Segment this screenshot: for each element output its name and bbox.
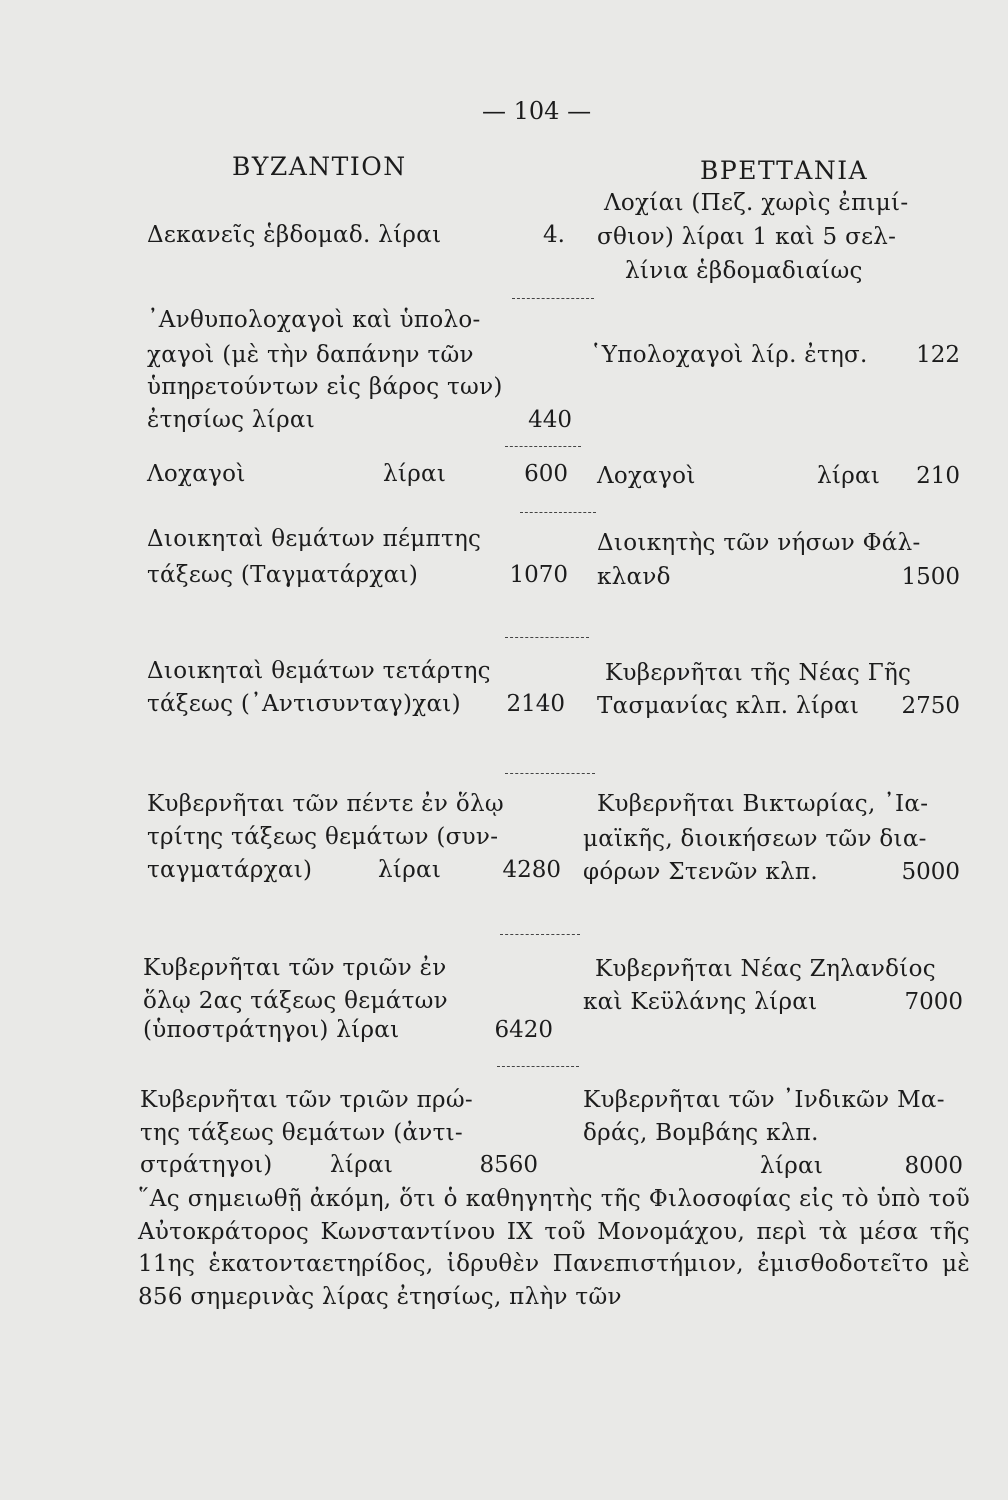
left-entry-4-value: 1070 [509, 562, 568, 588]
right-entry-3-unit: λίραι [817, 463, 881, 489]
left-entry-3-unit: λίραι [383, 461, 447, 487]
right-entry-6-line-2: μαϊκῆς, διοικήσεων τῶν δια- [583, 826, 927, 852]
right-entry-3-label: Λοχαγοὶ [597, 463, 696, 489]
left-entry-7-line-1: Κυβερνῆται τῶν τριῶν ἐν [143, 955, 447, 981]
right-entry-2-value: 122 [916, 342, 960, 368]
right-entry-4-value: 1500 [901, 564, 960, 590]
right-entry-5-line-2: Τασμανίας κλπ. λίραι [597, 693, 860, 719]
left-entry-4-line-1: Διοικηταὶ θεμάτων πέμπτης [147, 526, 482, 552]
left-entry-2-value: 440 [528, 407, 572, 433]
right-entry-4-line-2: κλανδ [597, 564, 671, 590]
separator [505, 446, 581, 447]
right-entry-2-label: ῾Υπολοχαγοὶ λίρ. ἐτησ. [590, 342, 868, 368]
left-entry-8-line-2: της τάξεως θεμάτων (ἀντι- [140, 1120, 463, 1146]
left-entry-6-value: 4280 [502, 857, 561, 883]
page-number: — 104 — [482, 97, 592, 125]
left-entry-5-line-1: Διοικηταὶ θεμάτων τετάρτης [147, 658, 491, 684]
left-entry-1-value: 4. [543, 222, 565, 248]
closing-paragraph: ῞Ας σημειωθῇ ἀκόμη, ὅτι ὁ καθηγητὴς τῆς Φιλοσοφίας εἰς τὸ ὑπὸ τοῦ Αὐτοκράτορος Κωνσταντίνου ΙΧ τοῦ Μονομάχου, περὶ τὰ μέσα τῆς 11ης ἑκατονταετηρίδος, ἱδρυθὲν Πανεπιστήμιον, ἐμισθοδοτεῖτο μὲ 856 σημερινὰς λίρας ἐτησίως, πλὴν τῶν [138, 1186, 970, 1310]
heading-brettania: ΒΡΕΤΤΑΝΙΑ [700, 156, 869, 185]
right-entry-4-line-1: Διοικητὴς τῶν νήσων Φάλ- [597, 530, 921, 556]
right-entry-8-line-2: δράς, Βομβάης κλπ. [583, 1120, 819, 1146]
separator [512, 298, 594, 299]
separator [505, 773, 595, 774]
left-entry-6-unit: λίραι [378, 857, 442, 883]
right-entry-1-line-3: λίνια ἑβδομαδιαίως [625, 258, 863, 284]
left-entry-8-line-1: Κυβερνῆται τῶν τριῶν πρώ- [140, 1087, 473, 1113]
left-entry-8-unit: λίραι [330, 1152, 394, 1178]
right-entry-5-value: 2750 [901, 693, 960, 719]
right-entry-5-line-1: Κυβερνῆται τῆς Νέας Γῆς [605, 660, 912, 686]
left-entry-2-line-3: ὑπηρετούντων εἰς βάρος των) [147, 374, 503, 400]
left-entry-5-line-2: τάξεως (᾿Αντισυνταγ)χαι) [147, 691, 461, 717]
left-entry-4-line-2: τάξεως (Ταγματάρχαι) [147, 562, 419, 588]
separator [505, 637, 589, 638]
left-entry-2-line-1: ᾿Ανθυπολοχαγοὶ καὶ ὑπολο- [147, 307, 481, 333]
right-entry-8-line-1: Κυβερνῆται τῶν ᾿Ινδικῶν Μα- [583, 1087, 945, 1113]
right-entry-1-line-1: Λοχίαι (Πεζ. χωρὶς ἐπιμί- [604, 190, 909, 216]
left-entry-5-value: 2140 [506, 691, 565, 717]
right-entry-3-value: 210 [916, 463, 960, 489]
left-entry-3-label: Λοχαγοὶ [147, 461, 246, 487]
separator [500, 934, 580, 935]
right-entry-7-line-1: Κυβερνῆται Νέας Ζηλανδίος [595, 956, 936, 982]
separator [497, 1066, 579, 1067]
heading-byzantion: ΒΥΖΑΝΤΙΟΝ [232, 152, 407, 181]
left-entry-7-line-2: ὅλῳ 2ας τάξεως θεμάτων [143, 988, 448, 1014]
separator [520, 512, 596, 513]
left-entry-6-line-1: Κυβερνῆται τῶν πέντε ἐν ὅλῳ [147, 791, 504, 817]
left-entry-6-line-3: ταγματάρχαι) [147, 857, 313, 883]
right-entry-1-line-2: σθιον) λίραι 1 καὶ 5 σελ- [597, 224, 897, 250]
right-entry-6-value: 5000 [901, 859, 960, 885]
right-entry-7-line-2: καὶ Κεϋλάνης λίραι [583, 989, 818, 1015]
right-entry-8-unit: λίραι [760, 1153, 824, 1179]
left-entry-1-line-1: Δεκανεῖς ἑβδομαδ. λίραι [147, 222, 442, 248]
left-entry-7-line-3: (ὑποστράτηγοι) λίραι [143, 1017, 400, 1043]
right-entry-6-line-1: Κυβερνῆται Βικτωρίας, ᾿Ια- [597, 791, 929, 817]
left-entry-7-value: 6420 [494, 1017, 553, 1043]
right-entry-6-line-3: φόρων Στενῶν κλπ. [583, 859, 818, 885]
left-entry-3-value: 600 [524, 461, 568, 487]
left-entry-2-line-4: ἐτησίως λίραι [147, 407, 316, 433]
left-entry-6-line-2: τρίτης τάξεως θεμάτων (συν- [147, 824, 499, 850]
right-entry-7-value: 7000 [904, 989, 963, 1015]
right-entry-8-value: 8000 [904, 1153, 963, 1179]
left-entry-8-value: 8560 [479, 1152, 538, 1178]
left-entry-2-line-2: χαγοὶ (μὲ τὴν δαπάνην τῶν [147, 342, 474, 368]
left-entry-8-line-3: στράτηγοι) [140, 1152, 273, 1178]
